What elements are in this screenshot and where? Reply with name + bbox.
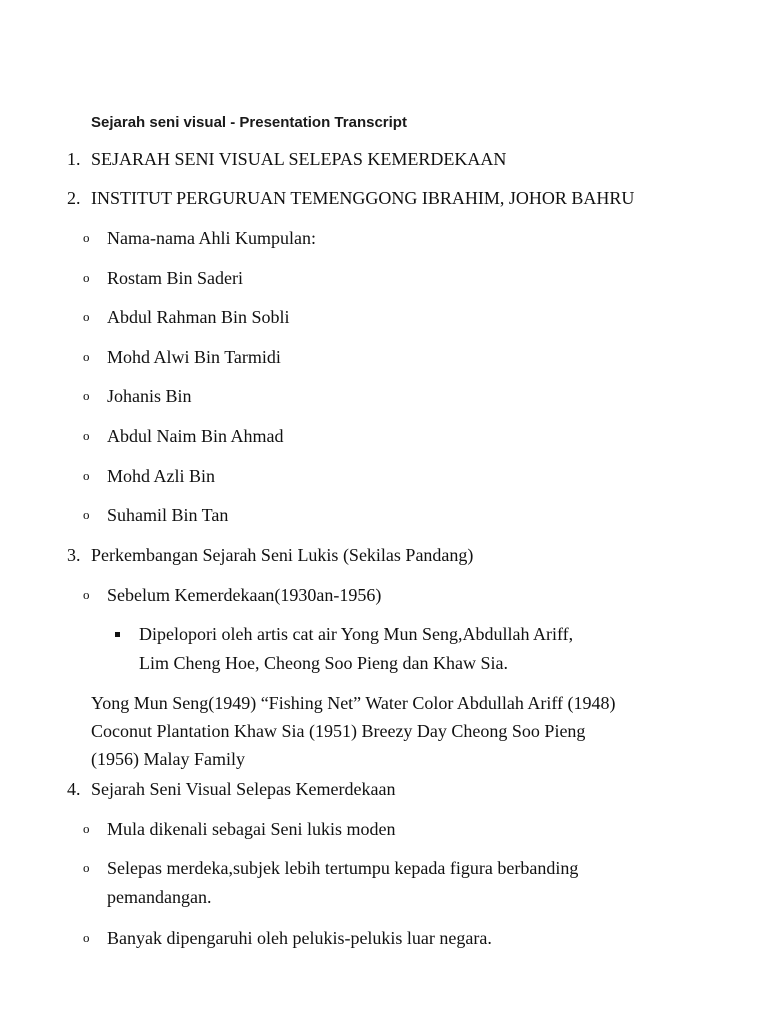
circle-bullet-icon: o [83, 507, 90, 522]
circle-bullet-icon: o [83, 388, 90, 403]
circle-bullet-icon: o [83, 468, 90, 483]
subitem-text: Sebelum Kemerdekaan(1930an-1956) [107, 585, 382, 605]
circle-bullet-icon: o [83, 270, 90, 285]
member-text: Mohd Alwi Bin Tarmidi [107, 347, 281, 367]
circle-bullet-icon: o [83, 349, 90, 364]
member-text: Abdul Rahman Bin Sobli [107, 307, 290, 327]
list-number: 2. [67, 188, 81, 208]
subsubitem-text-line2: Lim Cheng Hoe, Cheong Soo Pieng dan Khaw Sia. [139, 653, 508, 673]
member-text: Suhamil Bin Tan [107, 505, 229, 525]
member-text: Mohd Azli Bin [107, 466, 216, 486]
list-number: 1. [67, 149, 81, 169]
list-text: Perkembangan Sejarah Seni Lukis (Sekilas Pandang) [91, 545, 474, 565]
member-text: Abdul Naim Bin Ahmad [107, 426, 284, 446]
list-number: 3. [67, 545, 81, 565]
member-text: Rostam Bin Saderi [107, 268, 243, 288]
list-text: SEJARAH SENI VISUAL SELEPAS KEMERDEKAAN [91, 149, 507, 169]
square-bullet-icon [115, 632, 120, 637]
subitem-text: Banyak dipengaruhi oleh pelukis-pelukis luar negara. [107, 928, 492, 948]
subsubitem-text-line1: Dipelopori oleh artis cat air Yong Mun Seng,Abdullah Ariff, [139, 624, 574, 644]
artworks-paragraph [91, 689, 691, 773]
circle-bullet-icon: o [83, 821, 90, 836]
member-text: Johanis Bin [107, 386, 192, 406]
subitem-text: Mula dikenali sebagai Seni lukis moden [107, 819, 396, 839]
list-text: Sejarah Seni Visual Selepas Kemerdekaan [91, 779, 396, 799]
circle-bullet-icon: o [83, 309, 90, 324]
circle-bullet-icon: o [83, 930, 90, 945]
artworks-line-2: Coconut Plantation Khaw Sia (1951) Breezy Day Cheong Soo Pieng [91, 721, 586, 741]
artworks-line-1: Yong Mun Seng(1949) “Fishing Net” Water Color Abdullah Ariff (1948) [91, 693, 616, 713]
circle-bullet-icon: o [83, 428, 90, 443]
circle-bullet-icon: o [83, 230, 90, 245]
member-text: Nama-nama Ahli Kumpulan: [107, 228, 316, 248]
page-title: Sejarah seni visual - Presentation Transcript [91, 114, 407, 131]
artworks-line-3: (1956) Malay Family [91, 749, 245, 769]
list-text: INSTITUT PERGURUAN TEMENGGONG IBRAHIM, JOHOR BAHRU [91, 188, 635, 208]
circle-bullet-icon: o [83, 860, 90, 875]
circle-bullet-icon: o [83, 587, 90, 602]
list-number: 4. [67, 779, 81, 799]
subitem-text-line1: Selepas merdeka,subjek lebih tertumpu kepada figura berbanding [107, 858, 579, 878]
subitem-text-line2: pemandangan. [107, 887, 212, 907]
